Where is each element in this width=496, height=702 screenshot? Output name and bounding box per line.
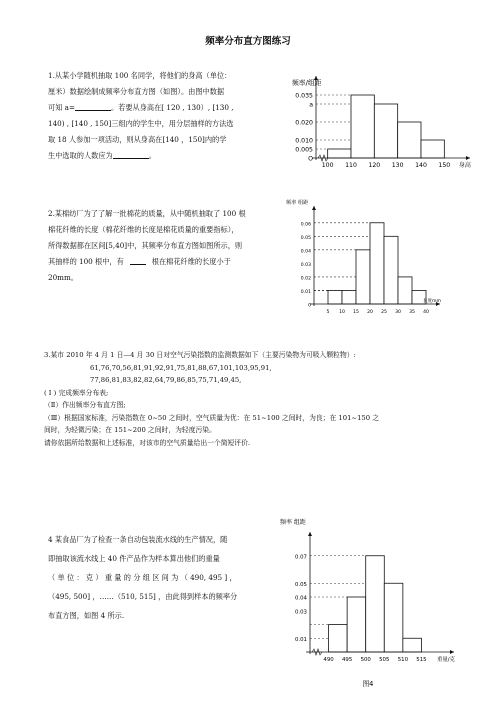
problem-3-text xyxy=(44,349,379,449)
histogram-bar xyxy=(384,583,403,652)
y-tick-label: 0.03 xyxy=(300,262,311,268)
y-tick-label: 0.01 xyxy=(300,289,311,295)
x-tick-label: 515 xyxy=(416,657,427,663)
answer-blank-count[interactable] xyxy=(113,150,149,159)
histogram-bar xyxy=(351,95,374,158)
histogram-bar xyxy=(329,625,348,653)
y-tick-label: 0.01 xyxy=(294,636,307,643)
x-tick-label: 490 xyxy=(323,657,334,663)
y-tick-label: 0.05 xyxy=(300,235,311,241)
x-axis-arrow xyxy=(466,156,470,160)
histogram-bar xyxy=(398,277,412,304)
x-tick-label: 505 xyxy=(379,657,390,663)
y-tick-label: 0.005 xyxy=(295,146,313,154)
x-tick-label: 15 xyxy=(353,310,359,315)
p1-line-4: 140) , [140 , 150]三组内的学生中，用分层抽样的方法选 xyxy=(48,119,234,128)
y-axis-label: 频率 组距 xyxy=(286,200,309,206)
y-tick-label: 0.05 xyxy=(294,581,307,588)
problem-1-text xyxy=(48,68,234,164)
x-tick-label: 30 xyxy=(395,310,401,315)
x-tick-label: 510 xyxy=(397,657,409,663)
p4-line-3: （ 单 位 ： 克 ） 重 量 的 分 组 区 间 为 （ 490, 495 ] ， xyxy=(48,573,237,582)
y-axis-label: 频率/组距 xyxy=(292,79,322,87)
x-tick-label: 25 xyxy=(381,310,387,315)
p4-line-4: （495, 500] ，……（510, 515] ，由此得到样本的频率分 xyxy=(48,592,238,601)
p1-line-6: 生中选取的人数应为 。 xyxy=(48,151,156,160)
y-tick-label: O xyxy=(308,155,313,163)
histogram-bar xyxy=(328,290,342,304)
x-tick-label: 35 xyxy=(409,310,415,315)
histogram-bar xyxy=(398,122,421,158)
answer-blank-a[interactable] xyxy=(75,102,111,111)
x-tick-label: 10 xyxy=(339,310,345,315)
p3-line-1: 3.某市 2010 年 4 月 1 日—4 月 30 日对空气污染指数的监测数据如下（主要污染物为可吸入颗粒物）: xyxy=(44,351,356,359)
p2-line-4: 其抽样的 100 根中，有 根在棉花纤维的长度小于 xyxy=(48,257,231,266)
p3-data-line-2: 77,86,81,83,82,82,64,79,86,85,75,71,49,45, xyxy=(90,376,242,384)
x-tick-label: 40 xyxy=(423,310,429,315)
p3-part-2: （Ⅱ）作出频率分布直方图; xyxy=(44,401,126,409)
p1-line-1: 1.从某小学随机抽取 100 名同学，将他们的身高（单位： xyxy=(48,71,232,80)
y-tick-label: 0.020 xyxy=(295,119,313,127)
histogram-bar xyxy=(403,638,422,652)
p3-question: 请你依据所给数据和上述标准，对该市的空气质量给出一个简短评价. xyxy=(44,438,251,447)
y-tick-label: 0.04 xyxy=(300,249,311,255)
y-tick-label: 0.07 xyxy=(294,554,307,561)
histogram-bar xyxy=(328,149,351,158)
y-axis-arrow xyxy=(312,206,316,210)
x-axis-arrow xyxy=(450,650,454,654)
histogram-bar xyxy=(356,250,370,304)
x-tick-label: 110 xyxy=(345,162,357,169)
y-axis-arrow xyxy=(308,532,312,536)
p2-line-3: 所得数据都在区间[5,40]中，其频率分布直方图如图所示，则 xyxy=(48,241,243,250)
histogram-bar xyxy=(342,290,356,304)
histogram-bar xyxy=(374,104,397,158)
answer-blank-fibers[interactable] xyxy=(130,256,146,265)
x-tick-label: 130 xyxy=(391,162,404,169)
histogram-bar xyxy=(421,140,444,158)
x-tick-label: 5 xyxy=(326,310,330,315)
y-tick-label: a xyxy=(309,101,313,109)
y-tick-label: 0.06 xyxy=(300,222,311,228)
histogram-height xyxy=(282,72,482,188)
problem-2-text xyxy=(48,206,246,286)
y-tick-label: 0.04 xyxy=(294,595,307,602)
y-axis-label: 频率 组距 xyxy=(280,519,306,526)
histogram-weight xyxy=(276,514,486,690)
histogram-bar xyxy=(366,556,385,652)
p3-part-1: ( I ) 完成频率分布表; xyxy=(44,388,109,397)
p3-part-3: （Ⅲ）根据国家标准，污染指数在 0~50 之间时，空气质量为优：在 51~100 之间时，为良；在 101~150 之 xyxy=(44,413,380,422)
p4-line-2: 即抽取该流水线上 40 件产品作为样本算出他们的重量 xyxy=(48,554,220,563)
histogram-bar xyxy=(384,236,398,304)
y-tick-label: 0.035 xyxy=(295,92,313,100)
p1-line-2: 厘米）数据绘制成频率分布直方图（如图）。由图中数据 xyxy=(48,87,225,96)
histogram-bar xyxy=(347,597,366,652)
x-axis-label: 长度mm xyxy=(422,299,441,304)
histogram-bar xyxy=(370,223,384,304)
x-tick-label: 140 xyxy=(415,162,427,169)
p2-line-2: 棉花纤维的长度（棉花纤维的长度是棉花质量的重要指标）， xyxy=(48,225,239,234)
x-axis-label: 身高 xyxy=(458,162,471,169)
x-tick-label: 20 xyxy=(367,310,373,315)
figure-caption: 图4 xyxy=(362,680,374,688)
x-tick-label: 100 xyxy=(321,162,334,169)
p1-line-3: 可知 a= 。若要从身高在[ 120 , 130）, [130 , xyxy=(48,103,234,112)
p3-data-line-1: 61,76,70,56,81,91,92,91,75,81,88,67,101,103,95,91, xyxy=(90,363,272,372)
y-tick-label: 0.03 xyxy=(294,609,307,616)
p2-line-5: 20mm。 xyxy=(48,273,78,282)
p3-part-3-cont: 间时，为轻微污染；在 151~200 之间时，为轻度污染。 xyxy=(44,426,216,434)
p4-line-5: 布直方图，如图 4 所示. xyxy=(48,611,125,620)
x-tick-label: 150 xyxy=(438,162,451,169)
x-tick-label: 500 xyxy=(360,657,371,663)
p2-line-1: 2.某棉纺厂为了了解一批棉花的质量，从中随机抽取了 100 根 xyxy=(48,209,246,218)
page-title: 频率分布直方图练习 xyxy=(205,36,291,47)
histogram-fiber xyxy=(284,196,484,328)
y-tick-label: 0.02 xyxy=(300,276,311,282)
p4-line-1: 4 某食品厂为了检查一条自动包装流水线的生产情况，随 xyxy=(48,535,228,544)
x-tick-label: 120 xyxy=(368,162,381,169)
p1-line-5: 取 18 人参加一项活动，则从身高在[140 ，150]内的学 xyxy=(48,135,227,144)
y-tick-label: 0.010 xyxy=(295,137,313,145)
x-tick-label: 495 xyxy=(341,657,353,663)
x-axis-label: 重量/克 xyxy=(437,657,455,663)
problem-4-text xyxy=(48,530,237,625)
y-tick-label: 0 xyxy=(308,303,311,309)
